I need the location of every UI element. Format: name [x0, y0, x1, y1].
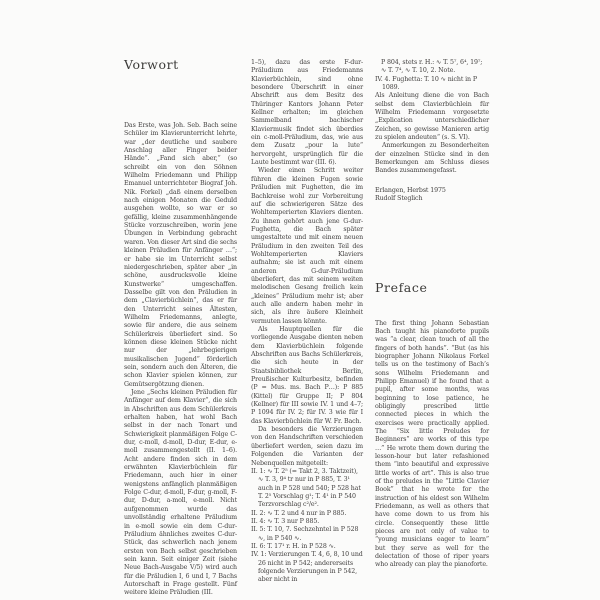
german-paragraph-2: Jene „Sechs kleinen Präludien für Anfänger auf dem Klavier“, die sich in Abschriften aus dem Schülerkreis erhalten haben, hat wohl Bach selbst in der nach Tonart und Schwierigkeit planmäßigen Folge C-dur, c-moll, d-moll, D-dur, E-dur, e-moll zusammengestellt (II. 1–6). Acht andere finden sich in dem erwähnten Klavierbüchlein für Friedemann, auch hier in einer wenigstens anfänglich planmäßigen Folge C-dur, d-moll, F-dur, g-moll, F-dur, D-dur, a-moll, e-moll. Nicht aufgenommen wurde das unvollständig erhaltene Präludium in e-moll sowie ein dem C-dur-Präludium ähnliches zweites C-dur-Stück, das schwerlich nach jenem ersten von Bach selbst geschrieben sein kann. Seit einiger Zeit (siehe Neue Bach-Ausgabe V/5) wird auch für die Präludien I, 6 und I, 7 Bachs Autorschaft in Frage gestellt. Fünf weitere kleine Präludien (III. [124, 389, 237, 597]
column-german-2 [251, 59, 363, 585]
german-paragraph-3: 1–5), dazu das erste F-dur-Präludium aus Friedemanns Klavierbüchlein, sind ohne besondere Überschrift in einer Abschrift aus dem Besitz des Thüringer Kantors Johann Peter Kellner erhalten; im gleichen Sammelband bachischer Klaviermusik findet sich überdies ein c-moll-Präludium, das, wie aus dem Zusatz „pour la lute“ hervorgeht, ursprünglich für die Laute bestimmt war (III. 6). [251, 59, 363, 167]
column-german-english [375, 59, 489, 570]
german-paragraph-6: Da besonders die Verzierungen von den Handschriften verschieden überliefert werden, seien dazu im Folgenden die Varianten der Nebenquellen mitgeteilt: [251, 426, 363, 467]
vorwort-heading: Vorwort [124, 57, 179, 72]
german-paragraph-1: Das Erste, was Joh. Seb. Bach seine Schüler im Klavierunterricht lehrte, war „der deutliche und saubere Anschlag aller Finger beider Hände“. „Fand sich aber,“ (so schreibt ein von den Söhnen Wilhelm Friedemann und Philipp Emanuel unterrichteter Biograf Joh. Nik. Forkel) „daß einem derselben nach einigen Monaten die Geduld ausgehen wollte, so war er so gefällig, kleine zusammenhängende Stücke vorzuschreiben, worin jene Übungen in Verbindung gebracht waren. Von dieser Art sind die sechs kleinen Präludien für Anfänger …“; er habe sie im Unterricht selbst niedergeschrieben, später aber „in schöne, ausdrucksvolle kleine Kunstwerke“ umgeschaffen. Dasselbe gilt von den Präludien in dem „Clavierbüchlein“, das er für den Unterricht seines Ältesten, Wilhelm Friedemanns, anlegte, sowie für andere, die aus seinem Schülerkreis überliefert sind. So können diese kleinen Stücke nicht nur der „lehrbegierigen musikalischen Jugend“ förderlich sein, sondern auch den Älteren, die schon Klavier spielen können, zur Gemütsergötzung dienen. [124, 122, 237, 388]
variant-item: II. 1: ∿ T. 2⁵ (= Takt 2, 3. Taktzeit), ∿ T. 3, 9⁴ tr nur in P 885, T. 3¹ auch in P 528 und 540; P 528 hat T. 2⁵ Vorschlag g¹; T. 4¹ in P 540 Terzvorschlag c²/e². [251, 467, 361, 509]
variant-item: II. 6: T. 17¹ r. H. in P 528 ∿. [251, 542, 336, 550]
variant-item-continuation: P 804, stets r. H.: ∿ T. 5⁷, 6⁴, 19⁷; ∿ T. 7⁴, ∿ T. 10, 2. Note. [381, 59, 483, 75]
column-german-1 [124, 57, 237, 598]
signoff-author: Rudolf Steglich [375, 195, 423, 203]
variant-item: II. 4: ∿ T. 3 nur P 885. [251, 517, 320, 525]
german-paragraph-remarks: Anmerkungen zu Besonderheiten der einzelnen Stücke sind in den Bemerkungen am Schluss dieses Bandes zusammengefasst. [375, 142, 489, 175]
variant-item: IV. 1: Verzierungen T. 4, 6, 8, 10 und 26 nicht in P 542; andererseits folgende Verzierungen in P 542, aber nicht in [251, 551, 363, 584]
german-paragraph-5: Als Hauptquellen für die vorliegende Ausgabe dienten neben dem Klavierbüchlein folgende Abschriften aus Bachs Schülerkreis, die sich heute in der Staatsbibliothek Berlin, Preußischer Kulturbesitz, befinden (P = Mus. ms. Bach P…): P 885 (Kittel) für Gruppe II; P 804 (Kellner) für III sowie IV. 1 und 4–7; P 1094 für IV. 2; für IV. 3 wie für I das Klavierbüchlein für W. Fr. Bach. [251, 326, 363, 425]
preface-heading: Preface [375, 279, 428, 295]
variant-item: II. 5: T. 10, 7. Sechzehntel in P 528 ∿, in P 540 ∿. [251, 526, 359, 542]
variant-item: IV. 4. Fughetta: T. 10 ∿ nicht in P 1089. [375, 75, 477, 92]
signoff-place-date: Erlangen, Herbst 1975 [375, 186, 446, 194]
variant-item: II. 2: ∿ T. 2 und 4 nur in P 885. [251, 509, 347, 517]
german-paragraph-explication: Als Anleitung diene die von Bach selbst dem Clavierbüchlein für Wilhelm Friedemann vorgesetzte „Explication unterschiedlicher Zeichen, so gewisse Manieren artig zu spielen andeuten“ (s. S. VI). [375, 92, 489, 142]
german-paragraph-4: Wieder einen Schritt weiter führen die kleinen Fugen sowie Präludien mit Fughetten, die im Bachkreise wohl zur Vorbereitung auf die schwierigeren Sätze des Wohltemperierten Klaviers dienten. Zu ihnen gehört auch jene G-dur-Fughetta, die Bach später umgestaltete und mit einem neuen Präludium in den zweiten Teil des Wohltemperierten Klaviers aufnahm; sie ist auch mit einem anderen G-dur-Präludium überliefert, das mit seinem weiten melodischen Gesang freilich kein „kleines“ Präludium mehr ist; aber auch alle andern haben mehr in sich, als ihre äußere Kleinheit vermuten lassen könnte. [251, 167, 363, 325]
english-paragraph-1: The first thing Johann Sebastian Bach taught his pianoforte pupils was “a clear, clean touch of all the fingers of both hands”. “But (as his biographer Johann Nikolaus Forkel tells us on the testimony of Bach’s sons Wilhelm Friedemann and Philipp Emanuel) if he found that a pupil, after some months, was beginning to lose patience, he obligingly prescribed little connected pieces in which the exercises were practically applied. The “Six little Preludes for Beginners” are works of this type …” He wrote them down during the lesson-hour but later refashioned them “into beautiful and expressive little works of art”. This is also true of the preludes in the “Little Clavier Book” that he wrote for the instruction of his eldest son Wilhelm Friedemann, as well as others that have come down to us from his circle. Consequently these little pieces are not only of value to “young musicians eager to learn” but they serve as well for the delectation of those of riper years who already can play the pianoforte. [375, 319, 489, 569]
